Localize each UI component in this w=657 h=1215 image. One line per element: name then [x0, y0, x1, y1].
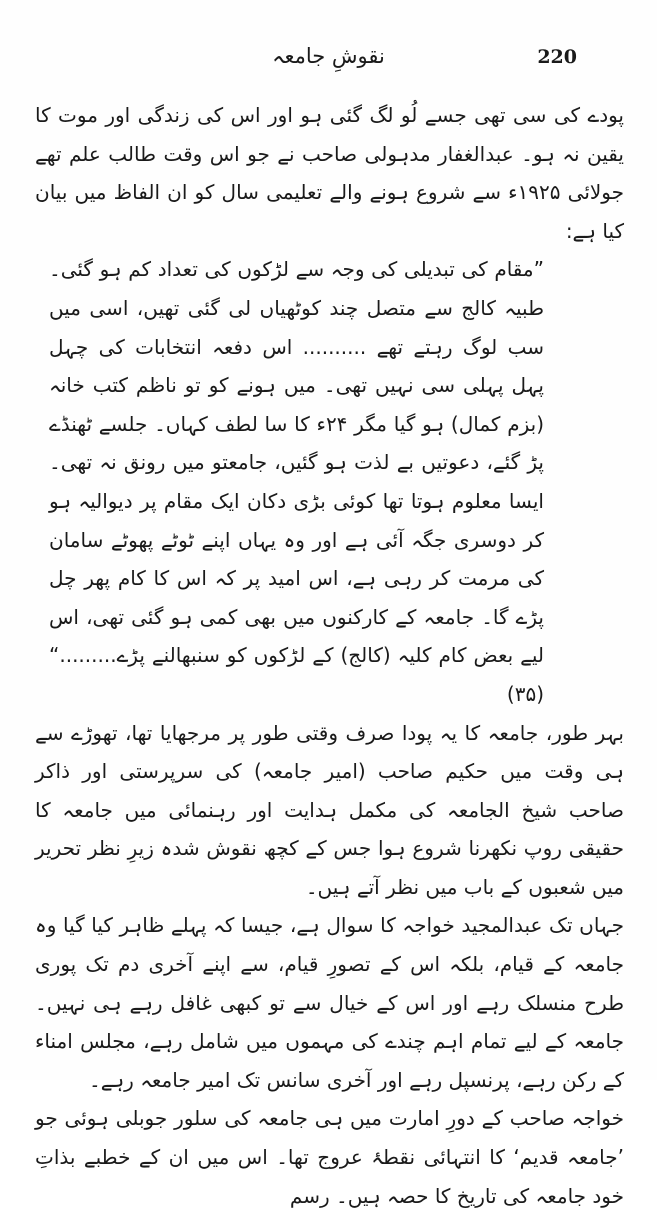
page-body	[35, 96, 624, 1215]
paragraph-silver-jubilee: خواجہ صاحب کے دورِ امارت میں ہی جامعہ کی سلور جوبلی ہوئی جو ’جامعہ قدیم‘ کا انتہائی نقطۂ عروج تھا۔ اس میں ان کے خطبے بذاتِ خود جامعہ کی تاریخ کا حصہ ہیں۔ رسم	[35, 1106, 624, 1208]
paragraph-opening: پودے کی سی تھی جسے لُو لگ گئی ہو اور اس کی زندگی اور موت کا یقین نہ ہو۔ عبدالغفار مدہولی صاحب نے جو اس وقت طالب علم تھے جولائی ۱۹۲۵ء سے شروع ہونے والے تعلیمی سال کو ان الفاظ میں بیان کیا ہے:	[35, 103, 624, 243]
paragraph-khwaja: جہاں تک عبدالمجید خواجہ کا سوال ہے، جیسا کہ پہلے ظاہر کیا گیا وہ جامعہ کے قیام، بلکہ اس کے تصورِ قیام، سے اپنے آخری دم تک پوری طرح منسلک رہے اور اس کے خیال سے تو کبھی غافل رہے ہی نہیں۔ جامعہ کے لیے تمام اہم چندے کی مہموں میں شامل رہے، مجلس امناء کے رکن رہے، پرنسپل رہے اور آخری سانس تک امیر جامعہ رہے۔	[35, 913, 624, 1092]
page-header	[40, 44, 617, 74]
running-title: نقوشِ جامعہ	[272, 44, 385, 68]
page-number: 220	[537, 46, 577, 68]
block-quote: ”مقام کی تبدیلی کی وجہ سے لڑکوں کی تعداد کم ہو گئی۔ طبیہ کالج سے متصل چند کوٹھیاں لی گئی تھیں، اسی میں سب لوگ رہتے تھے .......... اس دفعہ انتخابات کی چہل پہل پہلی سی نہیں تھی۔ میں ہونے کو تو ناظم کتب خانہ (بزم کمال) ہو گیا مگر ۲۴ء کا سا لطف کہاں۔ جلسے ٹھنڈے پڑ گئے، دعوتیں بے لذت ہو گئیں، جامعتو میں رونق نہ تھی۔ ایسا معلوم ہوتا تھا کوئی بڑی دکان ایک مقام پر دیوالیہ ہو کر دوسری جگہ آئی ہے اور وہ یہاں اپنے ٹوٹے پھوٹے سامان کی مرمت کر رہی ہے، اس امید پر کہ اس کا کام پھر چل پڑے گا۔ جامعہ کے کارکنوں میں بھی کمی ہو گئی تھی، اس لیے بعض کام کلیہ (کالج) کے لڑکوں کو سنبھالنے پڑے.........“ (۳۵)	[49, 257, 544, 706]
paragraph-revival: بہر طور، جامعہ کا یہ پودا صرف وقتی طور پر مرجھایا تھا، تھوڑے سے ہی وقت میں حکیم صاحب (امیر جامعہ) کی سرپرستی اور ذاکر صاحب شیخ الجامعہ کی مکمل ہدایت اور رہنمائی میں جامعہ کا حقیقی روپ نکھرنا شروع ہوا جس کے کچھ نقوش شدہ زیرِ نظر تحریر میں شعبوں کے باب میں نظر آتے ہیں۔	[35, 720, 624, 899]
